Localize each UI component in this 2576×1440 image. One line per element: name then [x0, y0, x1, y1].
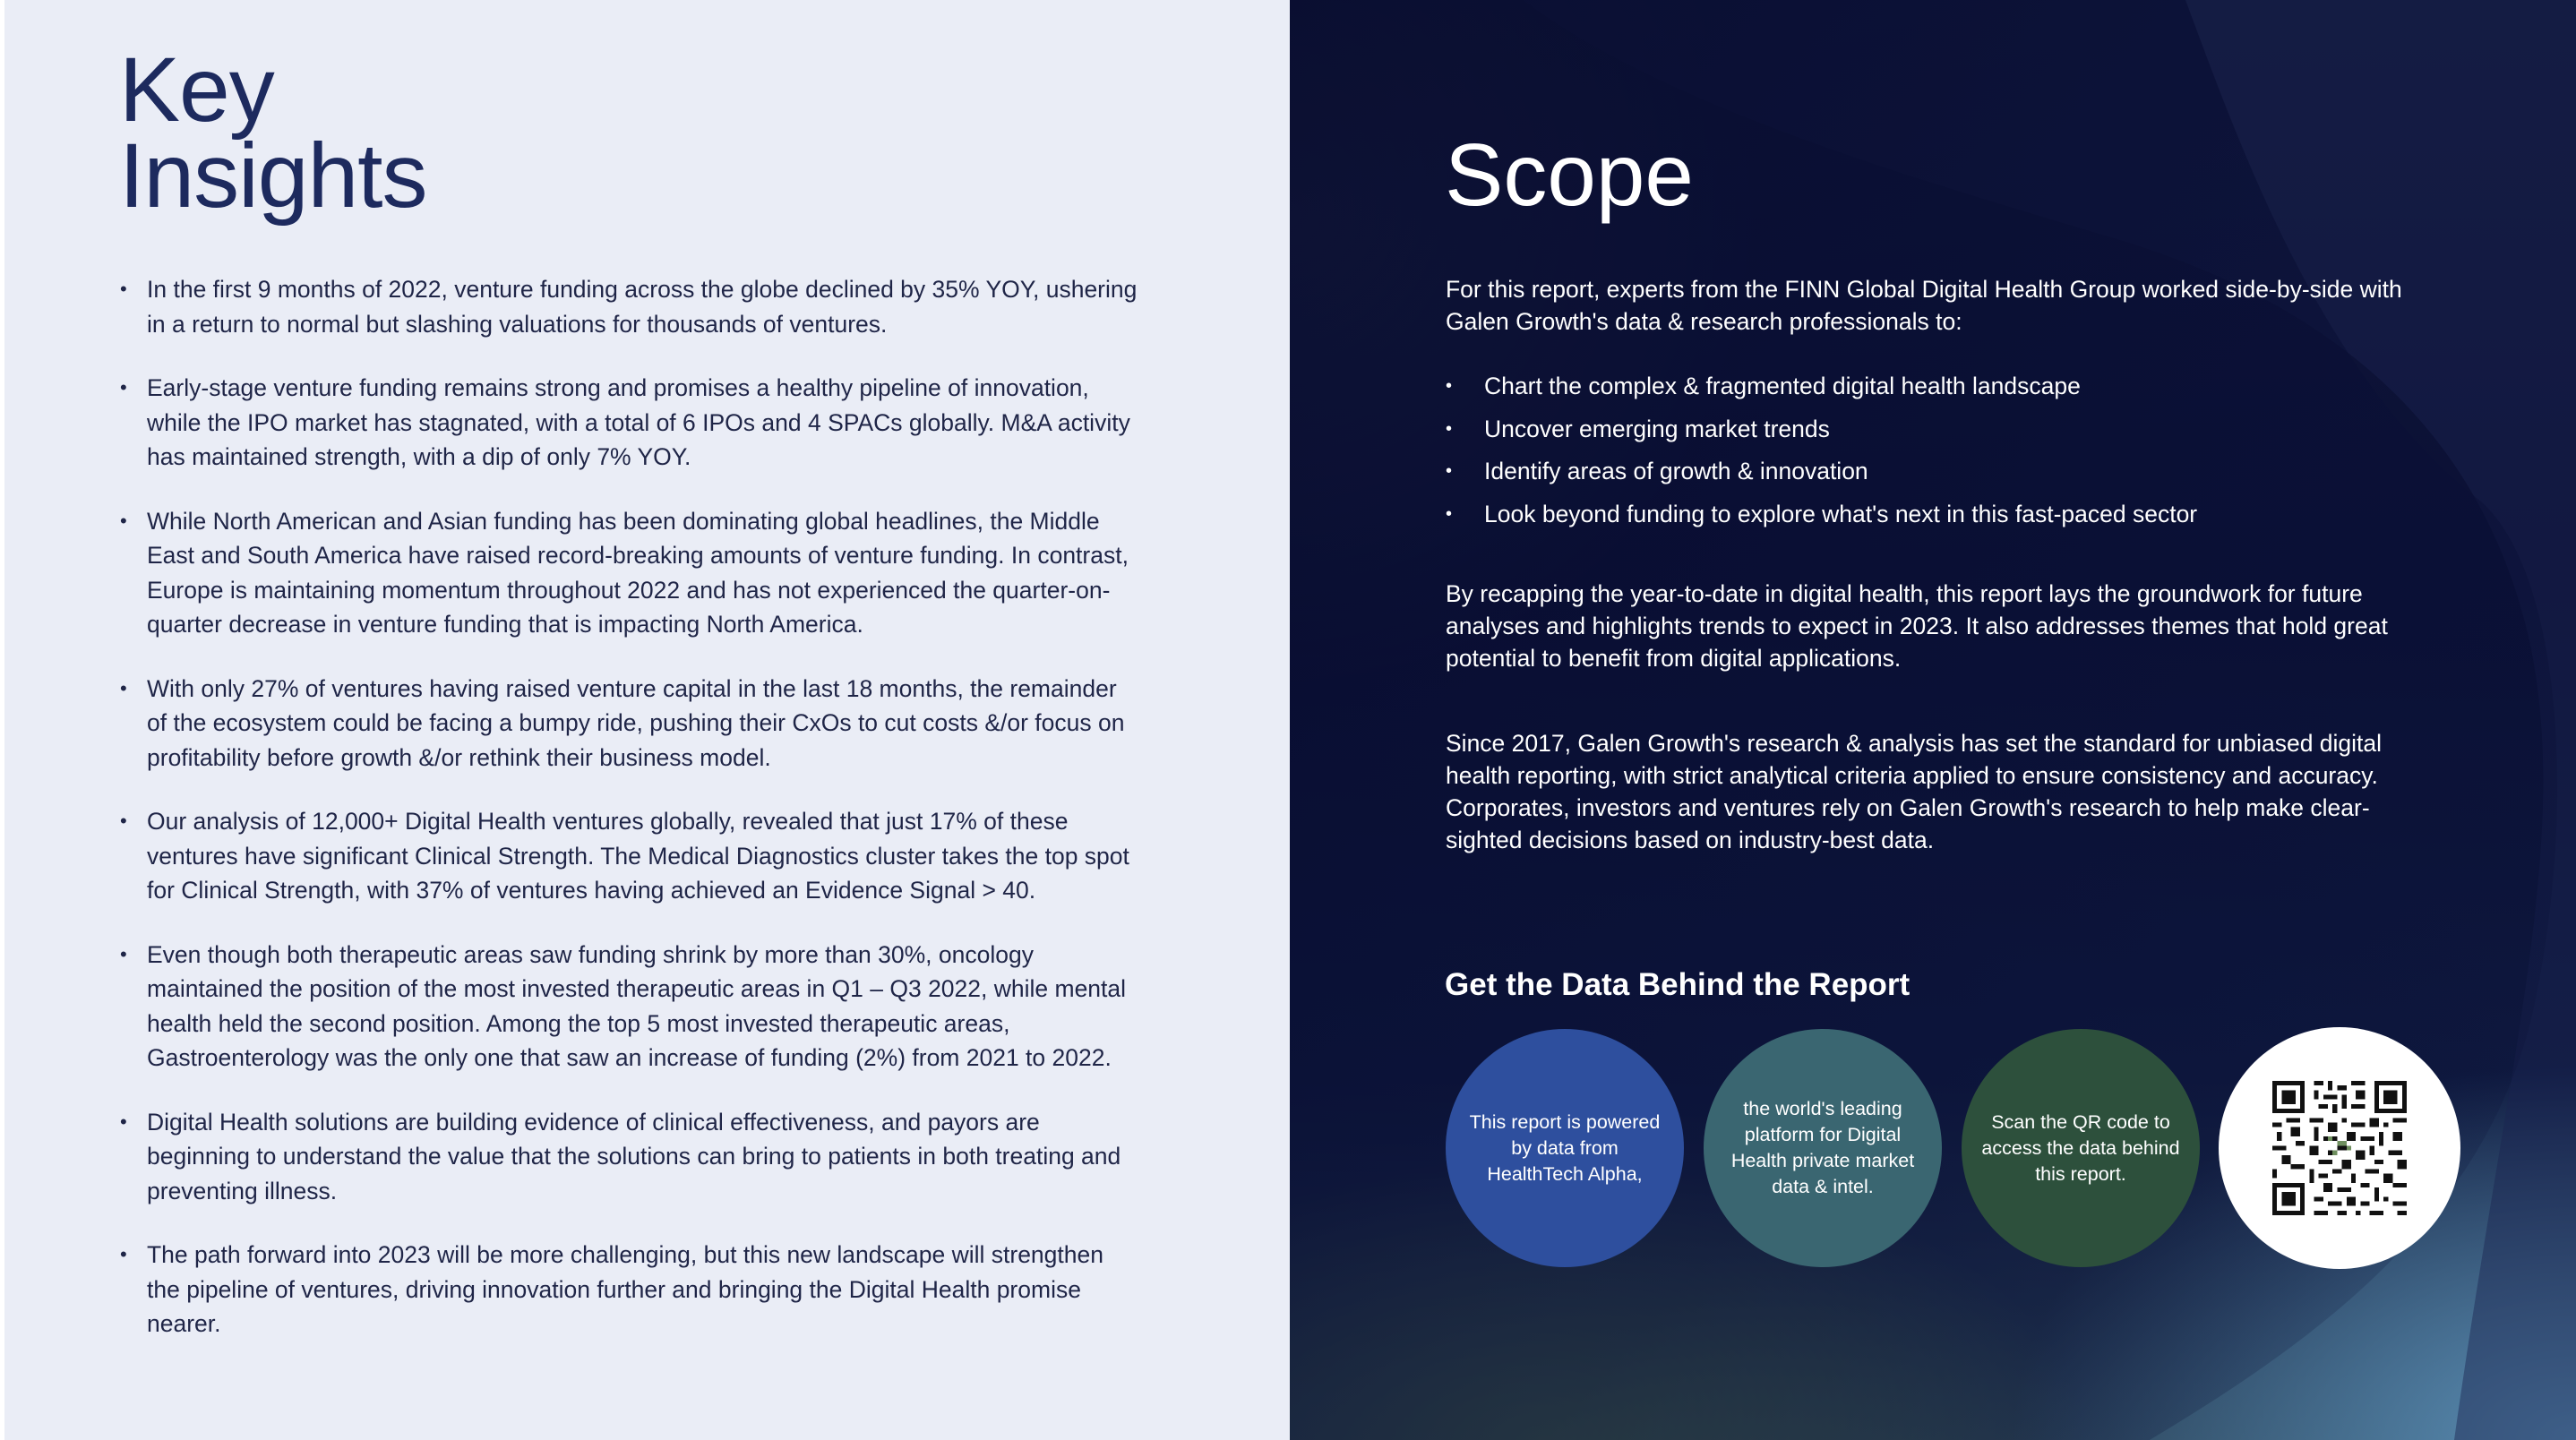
insight-item: [120, 504, 1141, 642]
scope-item-text: Identify areas of growth & innovation: [1484, 458, 1868, 484]
scan-qr-text: Scan the QR code to access the data behind this report.: [1981, 1110, 2180, 1185]
qr-code-circle[interactable]: [2219, 1027, 2460, 1269]
bullet-icon: •: [1446, 503, 1453, 524]
insight-text: While North American and Asian funding has been dominating global headlines, the Middle East and South America have raised record-breaking amounts of venture funding. In contrast, Europe is maintaining momentum throughout 2022 and has not experienced the quarter-on-quarter decrease in venture funding that is impacting North America.: [147, 507, 1129, 638]
key-insights-title: [119, 39, 427, 227]
key-insights-list: [120, 272, 1141, 1371]
insight-item: [120, 272, 1141, 341]
insight-item: [120, 371, 1141, 475]
insight-item: [120, 1105, 1141, 1209]
bullet-icon: •: [120, 810, 127, 832]
key-insights-title-line1: Key: [119, 39, 274, 141]
scope-intro: For this report, experts from the FINN Global Digital Health Group worked side-by-side with Galen Growth's data & research professionals to:: [1446, 276, 2402, 335]
insight-text: Our analysis of 12,000+ Digital Health ventures globally, revealed that just 17% of these ventures have significant Clinical Strength. The Medical Diagnostics cluster takes the top spot for Clinical Strength, with 37% of ventures having achieved an Evidence Signal > 40.: [147, 808, 1129, 904]
scope-list: [1446, 365, 2431, 536]
page-edge: [0, 0, 4, 1440]
insight-text: Digital Health solutions are building evidence of clinical effectiveness, and payors are beginning to understand the value that the solutions can bring to patients in both treating and preventing illness.: [147, 1108, 1121, 1204]
scope-item: [1446, 365, 2431, 408]
insight-item: [120, 804, 1141, 908]
insight-item: [120, 672, 1141, 776]
scope-paragraph-recap: By recapping the year-to-date in digital health, this report lays the groundwork for future analyses and highlights trends to expect in 2023. It also addresses themes that hold great potential to benefit from digital applications.: [1446, 580, 2388, 672]
insight-text: With only 27% of ventures having raised venture capital in the last 18 months, the remainder of the ecosystem could be facing a bumpy ride, pushing their CxOs to cut costs &/or focus on profitability before growth &/or rethink their business model.: [147, 674, 1125, 771]
bullet-icon: •: [120, 942, 127, 965]
bullet-icon: •: [120, 278, 127, 300]
insight-text: The path forward into 2023 will be more challenging, but this new landscape will strengthen the pipeline of ventures, driving innovation further and bringing the Digital Health promise nearer.: [147, 1241, 1103, 1337]
scan-qr-circle: [1962, 1029, 2200, 1267]
insight-text: Early-stage venture funding remains strong and promises a healthy pipeline of innovation, while the IPO market has stagnated, with a total of 6 IPOs and 4 SPACs globally. M&A activity has maintained strength, with a dip of only 7% YOY.: [147, 374, 1130, 470]
bullet-icon: •: [120, 676, 127, 699]
powered-by-circle: [1446, 1029, 1684, 1267]
bullet-icon: •: [120, 1243, 127, 1265]
qr-code-icon[interactable]: [2272, 1081, 2407, 1215]
key-insights-title-line2: Insights: [119, 124, 427, 227]
scope-panel: [1290, 0, 2576, 1440]
bullet-icon: •: [120, 1110, 127, 1133]
platform-text: the world's leading platform for Digital Health private market data & intel.: [1730, 1098, 1915, 1197]
scope-item: [1446, 408, 2431, 451]
bullet-icon: •: [1446, 461, 1453, 481]
scope-item: [1446, 450, 2431, 493]
scope-item-text: Uncover emerging market trends: [1484, 415, 1830, 442]
insight-text: Even though both therapeutic areas saw funding shrink by more than 30%, oncology maintained the position of the most invested therapeutic areas in Q1 – Q3 2022, while mental health held the second position. Among the top 5 most invested therapeutic areas, Gastroenterology was the only one that saw an increase of funding (2%) from 2021 to 2022.: [147, 940, 1127, 1071]
scope-paragraph-since-2017: Since 2017, Galen Growth's research & analysis has set the standard for unbiased digital health reporting, with strict analytical criteria applied to ensure consistency and accuracy. Corporates, investors and ventures rely on Galen Growth's research to help make clear-sighted decisions based on industry-best data.: [1446, 730, 2383, 853]
bullet-icon: •: [120, 376, 127, 399]
platform-circle: [1704, 1029, 1942, 1267]
get-data-title: Get the Data Behind the Report: [1445, 967, 1911, 1002]
insight-text: In the first 9 months of 2022, venture funding across the globe declined by 35% YOY, ushering in a return to normal but slashing valuations for thousands of ventures.: [147, 276, 1138, 338]
insight-item: [120, 1238, 1141, 1341]
insight-item: [120, 938, 1141, 1076]
powered-by-text: This report is powered by data from HealthTech Alpha,: [1469, 1110, 1661, 1185]
bullet-icon: •: [1446, 376, 1453, 396]
scope-item: [1446, 493, 2431, 536]
bullet-icon: •: [1446, 418, 1453, 439]
bullet-icon: •: [120, 509, 127, 532]
scope-item-text: Chart the complex & fragmented digital health landscape: [1484, 373, 2081, 399]
scope-item-text: Look beyond funding to explore what's next in this fast-paced sector: [1484, 500, 2198, 527]
scope-title: Scope: [1445, 125, 1694, 224]
